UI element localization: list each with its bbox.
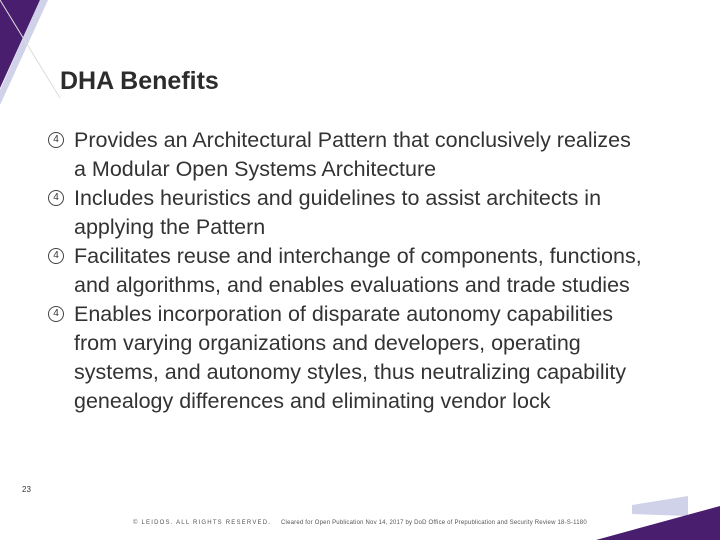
bullet-item	[48, 126, 648, 184]
bullet-item	[48, 300, 648, 416]
footer-copyright: © LEIDOS. ALL RIGHTS RESERVED.	[133, 520, 272, 526]
page-number: 23	[22, 485, 31, 494]
slide-title: DHA Benefits	[60, 67, 219, 95]
circled-four-icon: 4	[48, 306, 64, 322]
circled-four-icon: 4	[48, 248, 64, 264]
circled-four-icon: 4	[48, 190, 64, 206]
bullet-text: Includes heuristics and guidelines to assist architects in applying the Pattern	[74, 186, 602, 239]
corner-shape-light	[632, 496, 688, 516]
bullet-text: Provides an Architectural Pattern that conclusively realizes a Modular Open Systems Architecture	[74, 128, 631, 181]
bullet-item	[48, 184, 648, 242]
circled-four-icon: 4	[48, 132, 64, 148]
corner-band-dark	[0, 0, 40, 88]
bullet-text: Facilitates reuse and interchange of components, functions, and algorithms, and enables evaluations and trade studies	[74, 244, 642, 297]
footer	[133, 520, 587, 526]
footer-clearance: Cleared for Open Publication Nov 14, 2017 by DoD Office of Prepublication and Security Review 18-S-1180	[281, 520, 587, 526]
bullet-text: Enables incorporation of disparate autonomy capabilities from varying organizations and developers, operating systems, and autonomy styles, thus neutralizing capability genealogy differences and eliminating vendor lock	[74, 302, 627, 413]
bullet-list	[48, 126, 648, 416]
bullet-item	[48, 242, 648, 300]
